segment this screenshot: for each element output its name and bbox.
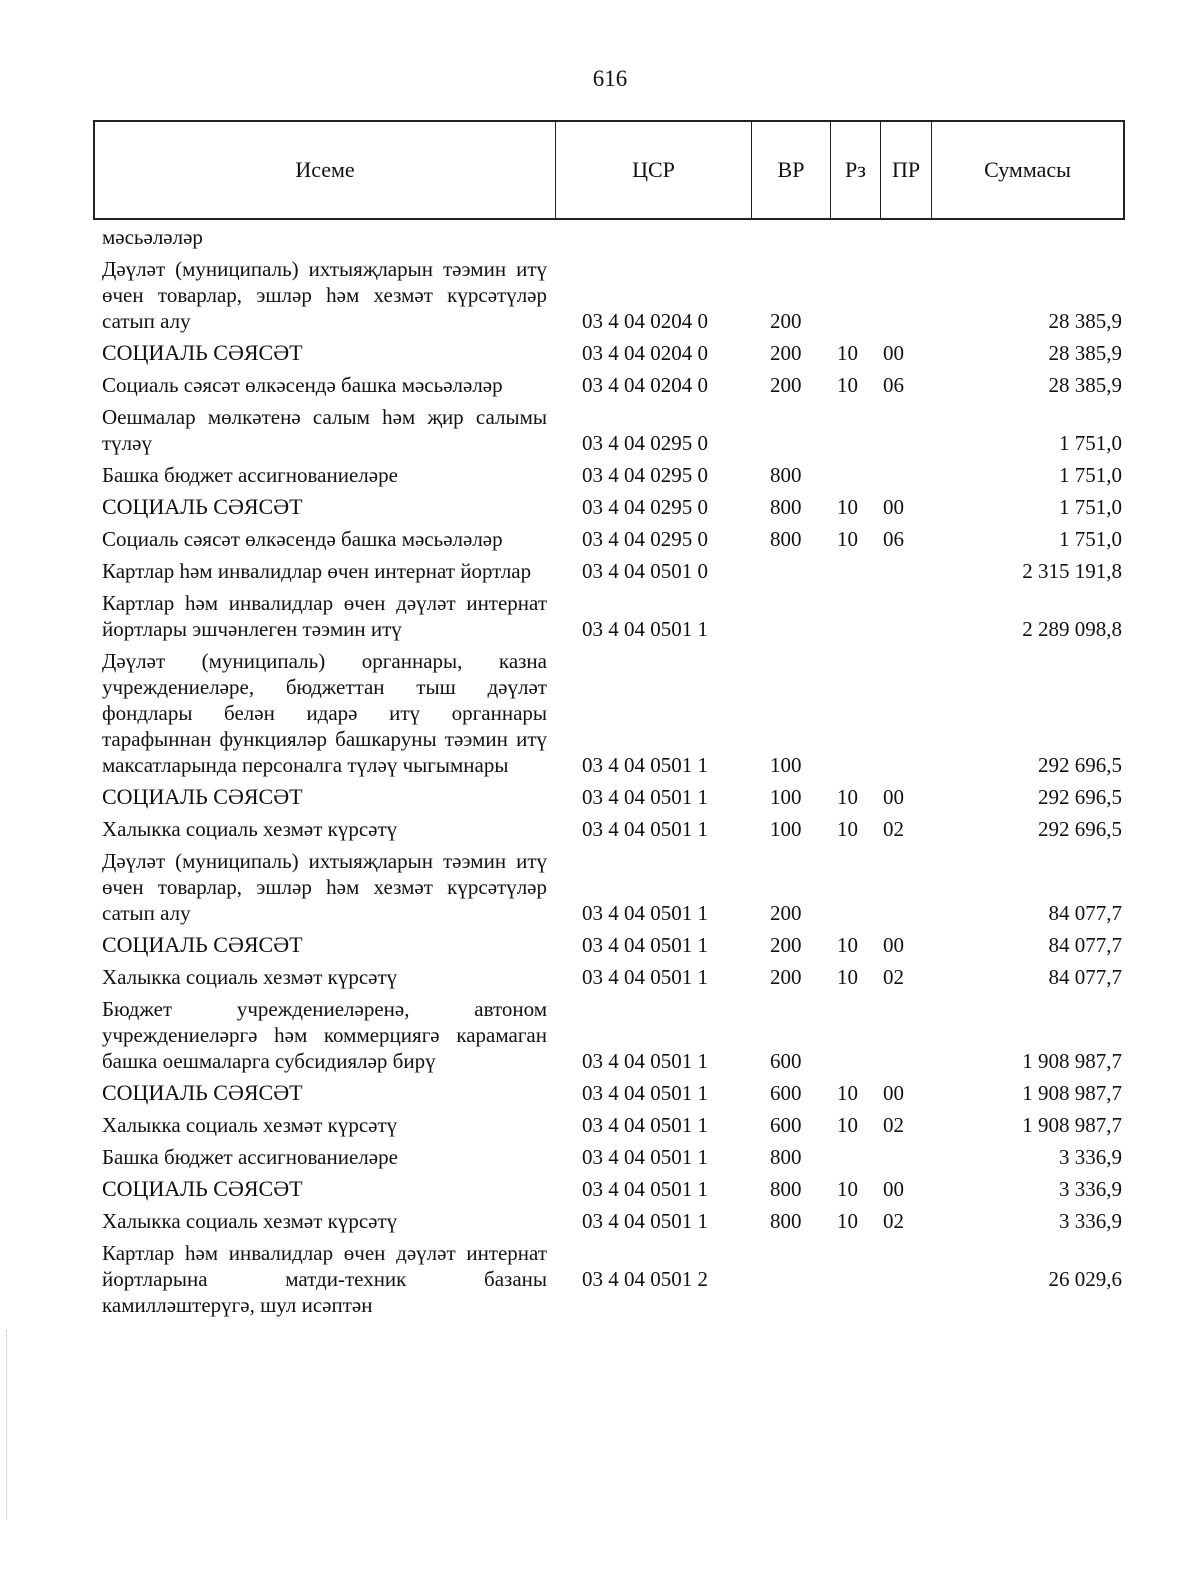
row-sum: 26 029,6 [1048, 1267, 1122, 1291]
row-name: Картлар һәм инвалидлар өчен дәүләт интернат йортлары эшчәнлеген тәэмин итү [102, 591, 547, 641]
row-rz: 10 [837, 1177, 858, 1201]
row-sum: 1 751,0 [1059, 495, 1122, 519]
row-csr: 03 4 04 0501 1 [582, 1081, 708, 1105]
row-vr: 600 [770, 1081, 802, 1105]
row-sum: 1 751,0 [1059, 463, 1122, 487]
table-row [102, 816, 1124, 842]
row-csr: 03 4 04 0501 1 [582, 1177, 708, 1201]
row-vr: 600 [770, 1113, 802, 1137]
row-csr: 03 4 04 0295 0 [582, 495, 708, 519]
row-csr: 03 4 04 0204 0 [582, 373, 708, 397]
row-vr: 100 [770, 753, 802, 777]
header-vr: ВР [752, 122, 831, 218]
row-vr: 800 [770, 1209, 802, 1233]
row-rz: 10 [837, 933, 858, 957]
row-pr: 00 [883, 933, 904, 957]
row-sum: 1 751,0 [1059, 431, 1122, 455]
row-sum: 2 315 191,8 [1022, 559, 1122, 583]
row-sum: 28 385,9 [1048, 341, 1122, 365]
header-name: Исеме [95, 122, 556, 218]
table-row [102, 848, 1124, 926]
row-rz: 10 [837, 1081, 858, 1105]
scan-margin [6, 1330, 9, 1520]
row-sum: 2 289 098,8 [1022, 617, 1122, 641]
row-vr: 800 [770, 463, 802, 487]
row-vr: 100 [770, 785, 802, 809]
row-rz: 10 [837, 1113, 858, 1137]
row-rz: 10 [837, 341, 858, 365]
row-sum: 28 385,9 [1048, 373, 1122, 397]
header-rz: Рз [831, 122, 881, 218]
row-rz: 10 [837, 785, 858, 809]
table-body [102, 224, 1124, 1324]
row-vr: 800 [770, 495, 802, 519]
row-name: Социаль сәясәт өлкәсендә башка мәсьәләләр [102, 527, 503, 551]
table-row [102, 462, 1124, 488]
row-pr: 00 [883, 341, 904, 365]
table-row [102, 372, 1124, 398]
table-row [102, 964, 1124, 990]
row-name: Халыкка социаль хезмәт күрсәтү [102, 1209, 398, 1233]
row-name: СОЦИАЛЬ СӘЯСӘТ [102, 784, 303, 809]
row-sum: 1 908 987,7 [1022, 1049, 1122, 1073]
row-sum: 3 336,9 [1059, 1177, 1122, 1201]
row-pr: 00 [883, 785, 904, 809]
row-csr: 03 4 04 0501 1 [582, 785, 708, 809]
row-sum: 1 908 987,7 [1022, 1113, 1122, 1137]
table-row [102, 784, 1124, 810]
row-csr: 03 4 04 0501 1 [582, 965, 708, 989]
row-name: мәсьәләләр [102, 225, 203, 249]
row-csr: 03 4 04 0501 0 [582, 559, 708, 583]
row-name: Картлар һәм инвалидлар өчен интернат йортлар [102, 559, 532, 583]
row-vr: 200 [770, 341, 802, 365]
row-name: СОЦИАЛЬ СӘЯСӘТ [102, 340, 303, 365]
row-name: СОЦИАЛЬ СӘЯСӘТ [102, 494, 303, 519]
table-row [102, 996, 1124, 1074]
row-name: Башка бюджет ассигнованиеләре [102, 1145, 398, 1169]
row-csr: 03 4 04 0501 1 [582, 1049, 708, 1073]
row-pr: 02 [883, 965, 904, 989]
page-number: 616 [592, 66, 628, 91]
row-csr: 03 4 04 0295 0 [582, 463, 708, 487]
row-csr: 03 4 04 0501 1 [582, 901, 708, 925]
table-row [102, 1080, 1124, 1106]
table-row [102, 256, 1124, 334]
row-name: Дәүләт (муниципаль) органнары, казна учреждениеләре, бюджеттан тыш дәүләт фондлары белән идарә итү органнары тарафыннан функцияләр башкаруны тәэмин итү максатларында персоналга түләү чыгымнары [102, 649, 547, 777]
row-csr: 03 4 04 0501 1 [582, 933, 708, 957]
row-csr: 03 4 04 0501 1 [582, 753, 708, 777]
row-vr: 600 [770, 1049, 802, 1073]
row-rz: 10 [837, 495, 858, 519]
row-name: СОЦИАЛЬ СӘЯСӘТ [102, 932, 303, 957]
row-name: Дәүләт (муниципаль) ихтыяҗларын тәэмин итү өчен товарлар, эшләр һәм хезмәт күрсәтүләр сатып алу [102, 257, 547, 333]
row-sum: 3 336,9 [1059, 1209, 1122, 1233]
row-sum: 292 696,5 [1038, 817, 1122, 841]
table-row [102, 404, 1124, 456]
row-pr: 00 [883, 1177, 904, 1201]
row-name: СОЦИАЛЬ СӘЯСӘТ [102, 1176, 303, 1201]
row-pr: 00 [883, 495, 904, 519]
table-row [102, 224, 1124, 250]
row-sum: 1 908 987,7 [1022, 1081, 1122, 1105]
row-pr: 06 [883, 373, 904, 397]
table-row [102, 1112, 1124, 1138]
row-name: Башка бюджет ассигнованиеләре [102, 463, 398, 487]
row-sum: 1 751,0 [1059, 527, 1122, 551]
row-sum: 292 696,5 [1038, 753, 1122, 777]
row-rz: 10 [837, 373, 858, 397]
row-pr: 02 [883, 1113, 904, 1137]
row-csr: 03 4 04 0501 1 [582, 1209, 708, 1233]
header-pr: ПР [881, 122, 932, 218]
row-name: Дәүләт (муниципаль) ихтыяҗларын тәэмин итү өчен товарлар, эшләр һәм хезмәт күрсәтүләр сатып алу [102, 849, 547, 925]
row-name: Оешмалар мөлкәтенә салым һәм җир салымы түләү [102, 405, 547, 455]
table-row [102, 932, 1124, 958]
row-vr: 800 [770, 1145, 802, 1169]
table-header [93, 120, 1125, 220]
row-rz: 10 [837, 965, 858, 989]
table-row [102, 494, 1124, 520]
row-pr: 06 [883, 527, 904, 551]
row-sum: 84 077,7 [1048, 965, 1122, 989]
row-sum: 84 077,7 [1048, 901, 1122, 925]
row-vr: 800 [770, 527, 802, 551]
table-row [102, 1208, 1124, 1234]
row-name: Бюджет учреждениеләренә, автоном учреждениеләргә һәм коммерциягә карамаган башка оешмаларга субсидияләр бирү [102, 997, 547, 1073]
row-sum: 84 077,7 [1048, 933, 1122, 957]
row-csr: 03 4 04 0204 0 [582, 341, 708, 365]
row-name: Картлар һәм инвалидлар өчен дәүләт интернат йортларына матди-техник базаны камилләштерүгә, шул исәптән [102, 1241, 547, 1317]
table-row [102, 1176, 1124, 1202]
table-row [102, 526, 1124, 552]
row-rz: 10 [837, 527, 858, 551]
table-row [102, 340, 1124, 366]
row-vr: 200 [770, 373, 802, 397]
header-sum: Суммасы [984, 157, 1071, 182]
row-name: Халыкка социаль хезмәт күрсәтү [102, 817, 398, 841]
row-csr: 03 4 04 0501 2 [582, 1267, 708, 1291]
row-csr: 03 4 04 0204 0 [582, 309, 708, 333]
row-pr: 02 [883, 1209, 904, 1233]
table-row [102, 648, 1124, 778]
row-csr: 03 4 04 0295 0 [582, 431, 708, 455]
row-pr: 00 [883, 1081, 904, 1105]
row-sum: 3 336,9 [1059, 1145, 1122, 1169]
header-csr: ЦСР [556, 122, 752, 218]
table-row [102, 558, 1124, 584]
row-vr: 200 [770, 901, 802, 925]
table-row [102, 1240, 1124, 1318]
row-vr: 200 [770, 933, 802, 957]
row-name: Халыкка социаль хезмәт күрсәтү [102, 965, 398, 989]
row-csr: 03 4 04 0501 1 [582, 817, 708, 841]
row-csr: 03 4 04 0501 1 [582, 1113, 708, 1137]
row-vr: 200 [770, 309, 802, 333]
row-name: Халыкка социаль хезмәт күрсәтү [102, 1113, 398, 1137]
row-sum: 292 696,5 [1038, 785, 1122, 809]
row-pr: 02 [883, 817, 904, 841]
row-sum: 28 385,9 [1048, 309, 1122, 333]
row-name: Социаль сәясәт өлкәсендә башка мәсьәләләр [102, 373, 503, 397]
table-row [102, 590, 1124, 642]
row-rz: 10 [837, 1209, 858, 1233]
row-vr: 100 [770, 817, 802, 841]
row-csr: 03 4 04 0501 1 [582, 617, 708, 641]
row-rz: 10 [837, 817, 858, 841]
row-vr: 200 [770, 965, 802, 989]
row-csr: 03 4 04 0295 0 [582, 527, 708, 551]
row-name: СОЦИАЛЬ СӘЯСӘТ [102, 1080, 303, 1105]
row-vr: 800 [770, 1177, 802, 1201]
row-csr: 03 4 04 0501 1 [582, 1145, 708, 1169]
table-row [102, 1144, 1124, 1170]
